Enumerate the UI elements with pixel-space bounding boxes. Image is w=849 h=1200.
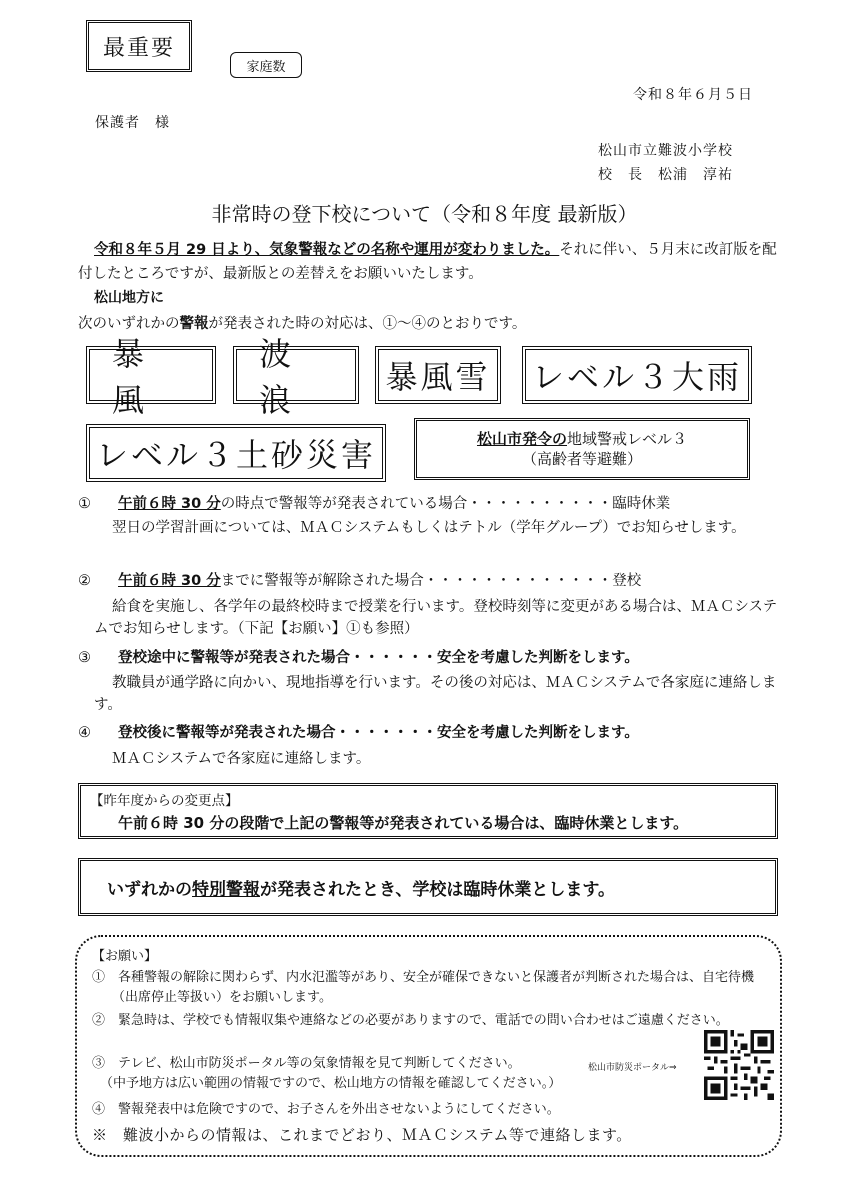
warning-waves: 波浪 xyxy=(233,346,359,404)
intro-paragraph xyxy=(78,238,778,286)
item-1-number: ① xyxy=(78,496,91,512)
warning-heavy-rain: レベル３大雨 xyxy=(522,346,752,404)
item-4-heading xyxy=(78,722,778,744)
local-alert-detail: （高齢者等避難） xyxy=(521,450,642,468)
item-1-condition: の時点で警報等が発表されている場合・・・・・・・・・・臨時休業 xyxy=(220,496,671,512)
special-before: いずれかの xyxy=(107,879,192,900)
document-date: 令和８年６月５日 xyxy=(633,87,753,103)
change-notice-title: 【昨年度からの変更点】 xyxy=(90,793,239,809)
sender-principal: 校 長 松浦 淳祐 xyxy=(598,167,733,183)
special-after: が発表されたとき、学校は臨時休業とします。 xyxy=(260,879,615,900)
item-4-body: ＭＡＣシステムで各家庭に連絡します。 xyxy=(112,751,371,767)
item-2-number: ② xyxy=(78,573,91,589)
special-warning-box xyxy=(78,858,778,916)
request-item-1: ① 各種警報の解除に関わらず、内水氾濫等があり、安全が確保できないと保護者が判断された場合は、自宅待機（出席停止等扱い）をお願いします。 xyxy=(92,970,754,1005)
change-notice-text: 午前６時 30 分の段階で上記の警報等が発表されている場合は、臨時休業とします。 xyxy=(118,814,689,832)
special-keyword: 特別警報 xyxy=(192,879,260,900)
qr-label: 松山市防災ポータル⇒ xyxy=(588,1063,677,1073)
importance-badge: 最重要 xyxy=(86,20,192,72)
item-1-body: 翌日の学習計画については、ＭＡＣシステムもしくはテトル（学年グループ）でお知らせします。 xyxy=(112,520,746,536)
request-item-3-sub: （中予地方は広い範囲の情報ですので、松山地方の情報を確認してください。） xyxy=(100,1076,562,1091)
item-2-time: 午前６時 30 分 xyxy=(118,573,221,589)
item-3-number: ③ xyxy=(78,650,91,666)
intro-rest: それに伴い、５月末に改訂版を配付したところですが、最新版との差替えをお願いいたします。 xyxy=(78,242,777,282)
warning-local-alert xyxy=(414,418,750,480)
item-1-time: 午前６時 30 分 xyxy=(118,496,221,512)
item-3-body: 教職員が通学路に向かい、現地指導を行います。その後の対応は、ＭＡＣシステムで各家庭に連絡します。 xyxy=(94,675,777,713)
lead-after: が発表された時の対応は、①～④のとおりです。 xyxy=(208,316,527,332)
warning-storm: 暴風 xyxy=(86,346,216,404)
local-alert-level: 地域警戒レベル３ xyxy=(567,430,688,448)
item-1-heading xyxy=(78,493,778,515)
lead-keyword: 警報 xyxy=(179,316,209,332)
local-alert-issuer: 松山市発令の xyxy=(476,430,567,448)
addressee: 保護者 様 xyxy=(95,115,170,131)
item-2-heading xyxy=(78,570,778,592)
request-item-4: ④ 警報発表中は危険ですので、お子さんを外出させないようにしてください。 xyxy=(92,1102,560,1117)
item-4-number: ④ xyxy=(78,725,91,741)
item-3-condition: 登校途中に警報等が発表された場合・・・・・・安全を考慮した判断をします。 xyxy=(118,650,639,666)
audience-badge: 家庭数 xyxy=(230,52,302,78)
item-3-heading xyxy=(78,647,778,669)
region-label: 松山地方に xyxy=(94,290,164,306)
sender-school: 松山市立難波小学校 xyxy=(598,143,733,159)
item-2-condition: までに警報等が解除された場合・・・・・・・・・・・・・登校 xyxy=(220,573,642,589)
warning-landslide: レベル３土砂災害 xyxy=(86,424,386,482)
qr-code-icon[interactable] xyxy=(704,1030,774,1100)
lead-before: 次のいずれかの xyxy=(78,316,180,332)
request-note: ※ 難波小からの情報は、これまでどおり、ＭＡＣシステム等で連絡します。 xyxy=(92,1126,632,1144)
request-title: 【お願い】 xyxy=(92,949,158,964)
intro-highlight: 令和８年５月 29 日より、気象警報などの名称や運用が変わりました。 xyxy=(94,242,560,258)
item-2-body: 給食を実施し、各学年の最終校時まで授業を行います。登校時刻等に変更がある場合は、ＭＡＣシステムでお知らせします。（下記【お願い】①も参照） xyxy=(94,599,778,637)
request-item-2: ② 緊急時は、学校でも情報収集や連絡などの必要がありますので、電話での問い合わせはご遠慮ください。 xyxy=(92,1013,729,1028)
document-title: 非常時の登下校について（令和８年度 最新版） xyxy=(211,202,638,226)
item-4-condition: 登校後に警報等が発表された場合・・・・・・・安全を考慮した判断をします。 xyxy=(118,725,639,741)
request-item-3-main: ③ テレビ、松山市防災ポータル等の気象情報を見て判断してください。 xyxy=(92,1056,521,1071)
warning-snowstorm: 暴風雪 xyxy=(375,346,501,404)
